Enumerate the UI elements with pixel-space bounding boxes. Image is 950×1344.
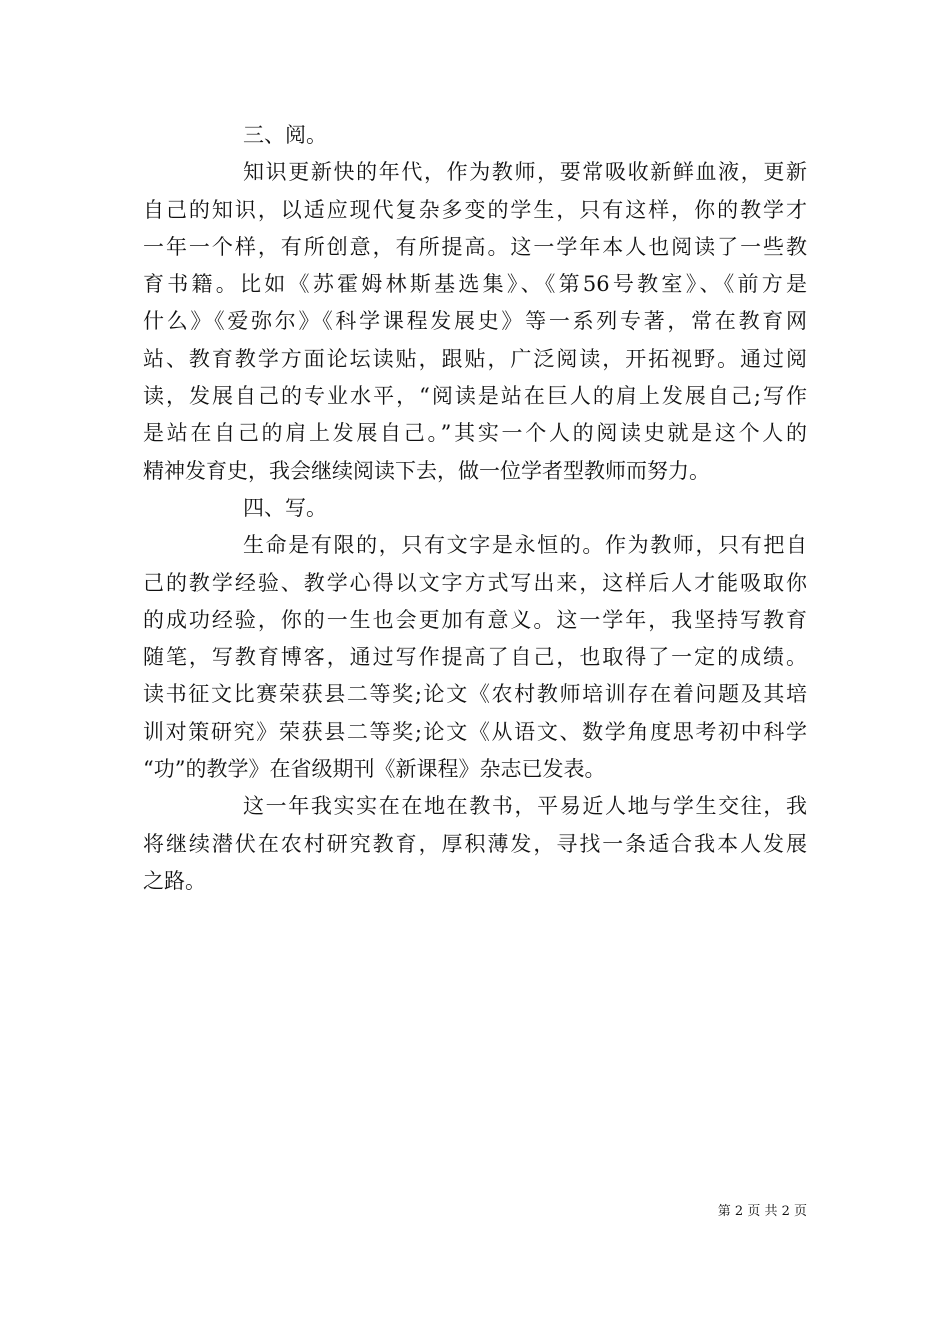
paragraph-line: 知识更新快的年代，作为教师，要常吸收新鲜血液，更新 xyxy=(243,160,807,185)
paragraph-line: 什么》《爱弥尔》《科学课程发展史》等一系列专著，常在教育网 xyxy=(143,309,807,334)
paragraph-line: 将继续潜伏在农村研究教育，厚积薄发，寻找一条适合我本人发展 xyxy=(143,831,807,856)
paragraph-line: “功”的教学》在省级期刊《新课程》杂志已发表。 xyxy=(143,757,606,782)
section-heading-read: 三、阅。 xyxy=(243,123,327,147)
paragraph-line: 育书籍。比如《苏霍姆林斯基选集》、《第56号教室》、《前方是 xyxy=(143,272,807,297)
page-number-footer: 第 2 页 共 2 页 xyxy=(717,1204,807,1219)
paragraph-line: 读书征文比赛荣获县二等奖;论文《农村教师培训存在着问题及其培 xyxy=(143,682,807,707)
paragraph-line: 是站在自己的肩上发展自己。”其实一个人的阅读史就是这个人的 xyxy=(143,421,807,446)
section-heading-write: 四、写。 xyxy=(243,495,327,520)
paragraph-line: 精神发育史，我会继续阅读下去，做一位学者型教师而努力。 xyxy=(143,458,710,483)
paragraph-line: 训对策研究》荣获县二等奖;论文《从语文、数学角度思考初中科学 xyxy=(143,719,807,744)
paragraph-line: 一年一个样，有所创意，有所提高。这一学年本人也阅读了一些教 xyxy=(143,234,807,259)
paragraph-line: 生命是有限的，只有文字是永恒的。作为教师，只有把自 xyxy=(243,533,807,558)
paragraph-line: 这一年我实实在在地在教书，平易近人地与学生交往，我 xyxy=(243,794,807,819)
paragraph-line: 读，发展自己的专业水平，“阅读是站在巨人的肩上发展自己;写作 xyxy=(143,384,807,409)
paragraph-line: 随笔，写教育博客，通过写作提高了自己，也取得了一定的成绩。 xyxy=(143,645,807,670)
document-body xyxy=(143,117,807,900)
paragraph-line: 站、教育教学方面论坛读贴，跟贴，广泛阅读，开拓视野。通过阅 xyxy=(143,346,807,371)
paragraph-line: 自己的知识，以适应现代复杂多变的学生，只有这样，你的教学才 xyxy=(143,197,807,222)
paragraph-line: 的成功经验，你的一生也会更加有意义。这一学年，我坚持写教育 xyxy=(143,607,807,632)
paragraph-line: 己的教学经验、教学心得以文字方式写出来，这样后人才能吸取你 xyxy=(143,570,807,595)
paragraph-line: 之路。 xyxy=(143,868,206,893)
